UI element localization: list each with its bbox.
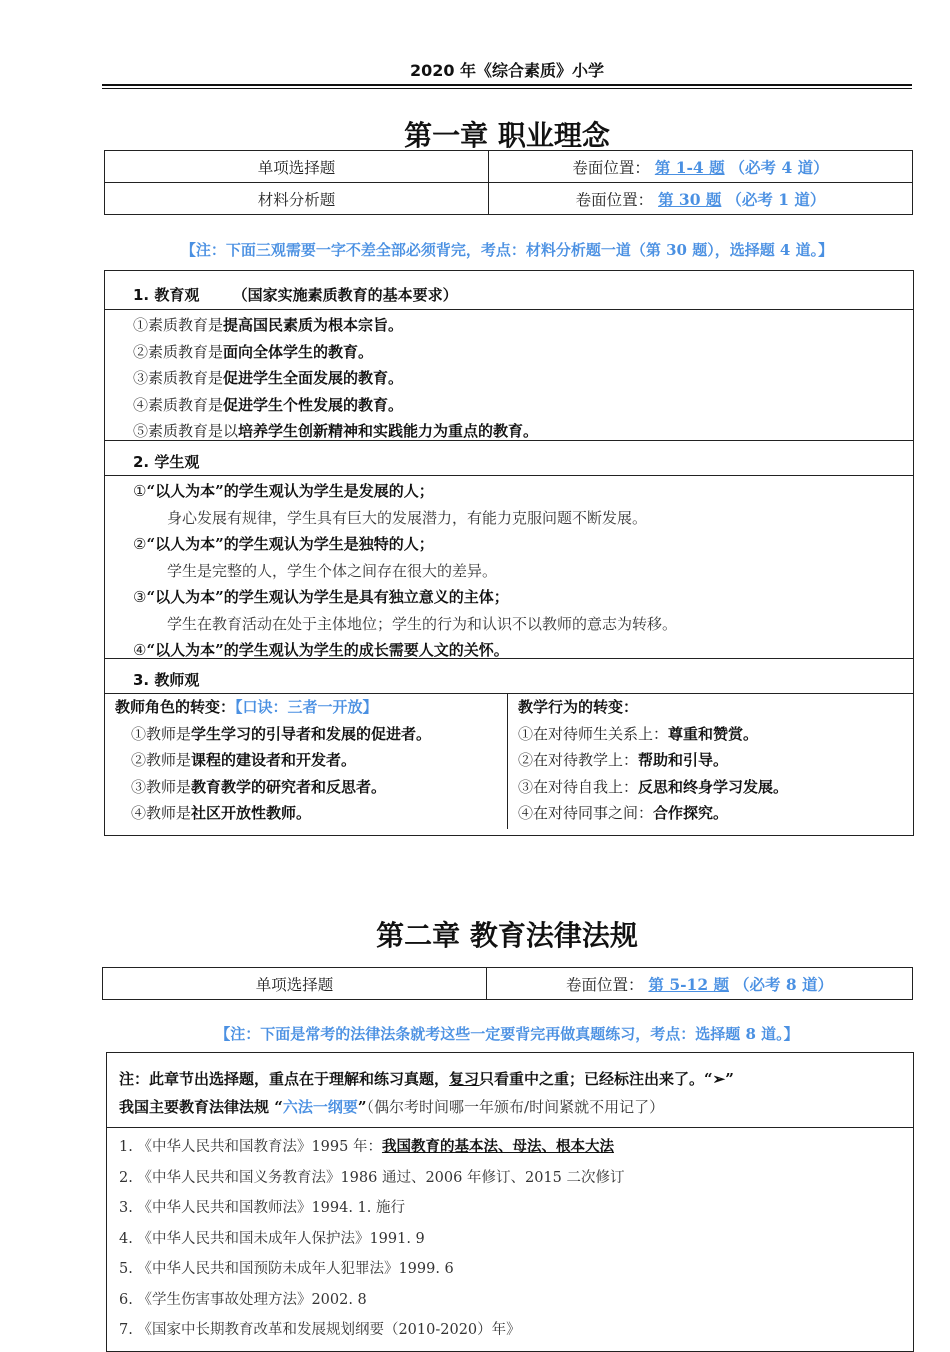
three-views-box <box>104 270 914 836</box>
item-text: ④在对待同事之间： <box>518 804 654 822</box>
item-emphasis: “以人为本”的学生观认为学生是具有独立意义的主体； <box>146 588 509 606</box>
student-view-list <box>105 475 913 658</box>
list-item: 3. 《中华人民共和国教师法》1994. 1. 施行 <box>119 1200 406 1216</box>
item-emphasis: 尊重和赞赏。 <box>668 724 759 743</box>
list-item <box>518 747 788 774</box>
item-text: ③在对待自我上： <box>518 777 639 796</box>
list-item: 6. 《学生伤害事故处理方法》2002. 8 <box>119 1291 367 1308</box>
item-emphasis: 促进学生全面发展的教育。 <box>223 369 404 387</box>
section-title: 1. 教育观 <box>133 286 200 304</box>
required-count: （必考 8 道） <box>733 974 834 994</box>
list-item <box>518 800 788 827</box>
list-item <box>119 1132 913 1163</box>
teaching-behavior-column <box>508 694 788 829</box>
section-title: 3. 教师观 <box>133 671 200 689</box>
item-emphasis: 课程的建设者和开发者。 <box>191 751 357 769</box>
position-label: 卷面位置： <box>575 190 654 209</box>
student-view-heading <box>105 440 913 475</box>
item-emphasis: 提高国民素质为根本宗旨。 <box>223 316 404 334</box>
question-range: 第 30 题 <box>658 189 722 209</box>
mnemonic-tag: 【口诀：三者一开放】 <box>235 698 378 716</box>
chapter2-note: 【注：下面是常考的法律法条就考这些一定要背完再做真题练习，考点：选择题 8 道。】 <box>215 1025 799 1043</box>
list-item <box>133 531 913 558</box>
header-divider <box>102 84 912 89</box>
section-subtitle: （国家实施素质教育的基本要求） <box>232 286 458 304</box>
required-count: （必考 4 道） <box>729 157 829 177</box>
intro-highlight: 六法一纲要 <box>282 1098 358 1116</box>
list-item: 4. 《中华人民共和国未成年人保护法》1991. 9 <box>119 1230 425 1247</box>
item-emphasis: “以人为本”的学生观认为学生是独特的人； <box>146 535 434 553</box>
position-label: 卷面位置： <box>565 975 644 994</box>
item-emphasis: 面向全体学生的教育。 <box>223 342 374 361</box>
teacher-view-columns <box>105 693 913 829</box>
question-type: 单项选择题 <box>105 151 489 183</box>
item-emphasis: 合作探究。 <box>653 804 729 822</box>
item-emphasis: “以人为本”的学生观认为学生的成长需要人文的关怀。 <box>146 641 509 659</box>
list-item <box>115 747 507 774</box>
table-row <box>105 183 913 215</box>
intro-aside: （偶尔考时间哪一年颁布/时间紧就不用记了） <box>366 1098 665 1116</box>
law-emphasis: 我国教育的基本法、母法、根本大法 <box>381 1138 614 1155</box>
item-emphasis: 教育教学的研究者和反思者。 <box>191 777 387 796</box>
intro-line <box>119 1065 903 1093</box>
exam-position <box>489 151 913 183</box>
question-range: 第 5-12 题 <box>648 974 730 994</box>
intro-text: 只看重中之重；已经标注出来了。“➢” <box>479 1070 734 1088</box>
list-item-detail: 身心发展有规律，学生具有巨大的发展潜力，有能力克服问题不断发展。 <box>167 508 648 527</box>
question-type: 材料分析题 <box>105 183 489 215</box>
list-item: 7. 《国家中长期教育改革和发展规划纲要（2010-2020）年》 <box>119 1322 521 1338</box>
item-number: ① <box>133 482 147 500</box>
intro-text: ” <box>357 1098 367 1116</box>
item-text: ②教师是 <box>131 751 192 769</box>
list-item-detail: 学生在教育活动在处于主体地位；学生的行为和认识不以教师的意志为转移。 <box>167 614 678 633</box>
item-text: ②素质教育是 <box>133 342 224 361</box>
item-emphasis: 学生学习的引导者和发展的促进者。 <box>191 724 432 743</box>
item-text: ②在对待教学上： <box>518 751 639 769</box>
column-heading: 教师角色的转变： <box>115 698 236 716</box>
list-item <box>133 392 913 419</box>
list-item <box>115 721 507 748</box>
required-count: （必考 1 道） <box>726 189 826 209</box>
chapter1-title: 第一章 职业理念 <box>404 119 610 152</box>
chapter2-title: 第二章 教育法律法规 <box>376 919 638 952</box>
question-range: 第 1-4 题 <box>654 157 725 177</box>
list-item <box>518 721 788 748</box>
laws-intro <box>107 1053 913 1128</box>
intro-underlined: 复习 <box>449 1070 480 1088</box>
list-item <box>133 339 913 366</box>
section-title: 2. 学生观 <box>133 453 200 471</box>
intro-line <box>119 1093 903 1121</box>
position-label: 卷面位置： <box>572 158 650 177</box>
exam-position <box>487 968 913 1000</box>
item-number: ② <box>133 535 147 553</box>
laws-list <box>107 1128 913 1346</box>
column-title <box>115 694 507 721</box>
laws-box <box>106 1052 914 1352</box>
law-title: 1. 《中华人民共和国教育法》1995 年： <box>119 1139 382 1155</box>
item-text: ④素质教育是 <box>133 395 224 414</box>
item-text: ⑤素质教育是以 <box>133 422 239 440</box>
item-emphasis: 培养学生创新精神和实践能力为重点的教育。 <box>238 422 539 440</box>
item-text: ①教师是 <box>131 724 192 743</box>
list-item <box>518 774 788 801</box>
list-item <box>133 584 913 611</box>
document-header: 2020 年《综合素质》小学 <box>409 61 605 80</box>
item-number: ④ <box>133 641 147 659</box>
list-item <box>133 312 913 339</box>
list-item <box>133 478 913 505</box>
item-emphasis: 反思和终身学习发展。 <box>638 777 789 796</box>
list-item: 5. 《中华人民共和国预防未成年人犯罪法》1999. 6 <box>119 1261 454 1277</box>
item-emphasis: “以人为本”的学生观认为学生是发展的人； <box>146 482 434 500</box>
chapter1-note: 【注：下面三观需要一字不差全部必须背完，考点：材料分析题一道（第 30 题），选择题 4 道。】 <box>180 241 834 259</box>
item-text: ③素质教育是 <box>133 369 224 387</box>
list-item-detail: 学生是完整的人，学生个体之间存在很大的差异。 <box>167 561 498 580</box>
edu-view-heading <box>105 271 913 309</box>
exam-position <box>489 183 913 215</box>
list-item <box>115 800 507 827</box>
question-type: 单项选择题 <box>103 968 487 1000</box>
item-text: ④教师是 <box>131 804 192 822</box>
list-item <box>133 365 913 392</box>
edu-view-list <box>105 309 913 440</box>
table-row <box>105 151 913 183</box>
chapter2-exam-table <box>102 967 913 1000</box>
teacher-role-column <box>105 694 508 829</box>
item-text: ③教师是 <box>131 777 192 796</box>
item-emphasis: 促进学生个性发展的教育。 <box>223 395 404 414</box>
column-title <box>518 694 788 721</box>
list-item: 2. 《中华人民共和国义务教育法》1986 通过、2006 年修订、2015 二次修订 <box>119 1169 625 1186</box>
item-emphasis: 帮助和引导。 <box>638 751 729 769</box>
item-emphasis: 社区开放性教师。 <box>191 804 312 822</box>
item-text: ①素质教育是 <box>133 316 224 334</box>
table-row <box>103 968 913 1000</box>
intro-text: 注：此章节出选择题，重点在于理解和练习真题， <box>119 1070 450 1088</box>
item-number: ③ <box>133 588 147 606</box>
intro-text: 我国主要教育法律法规 “ <box>119 1098 283 1116</box>
list-item <box>115 774 507 801</box>
item-text: ①在对待师生关系上： <box>518 724 669 743</box>
column-heading: 教学行为的转变： <box>518 698 639 716</box>
chapter1-exam-table <box>104 150 913 215</box>
